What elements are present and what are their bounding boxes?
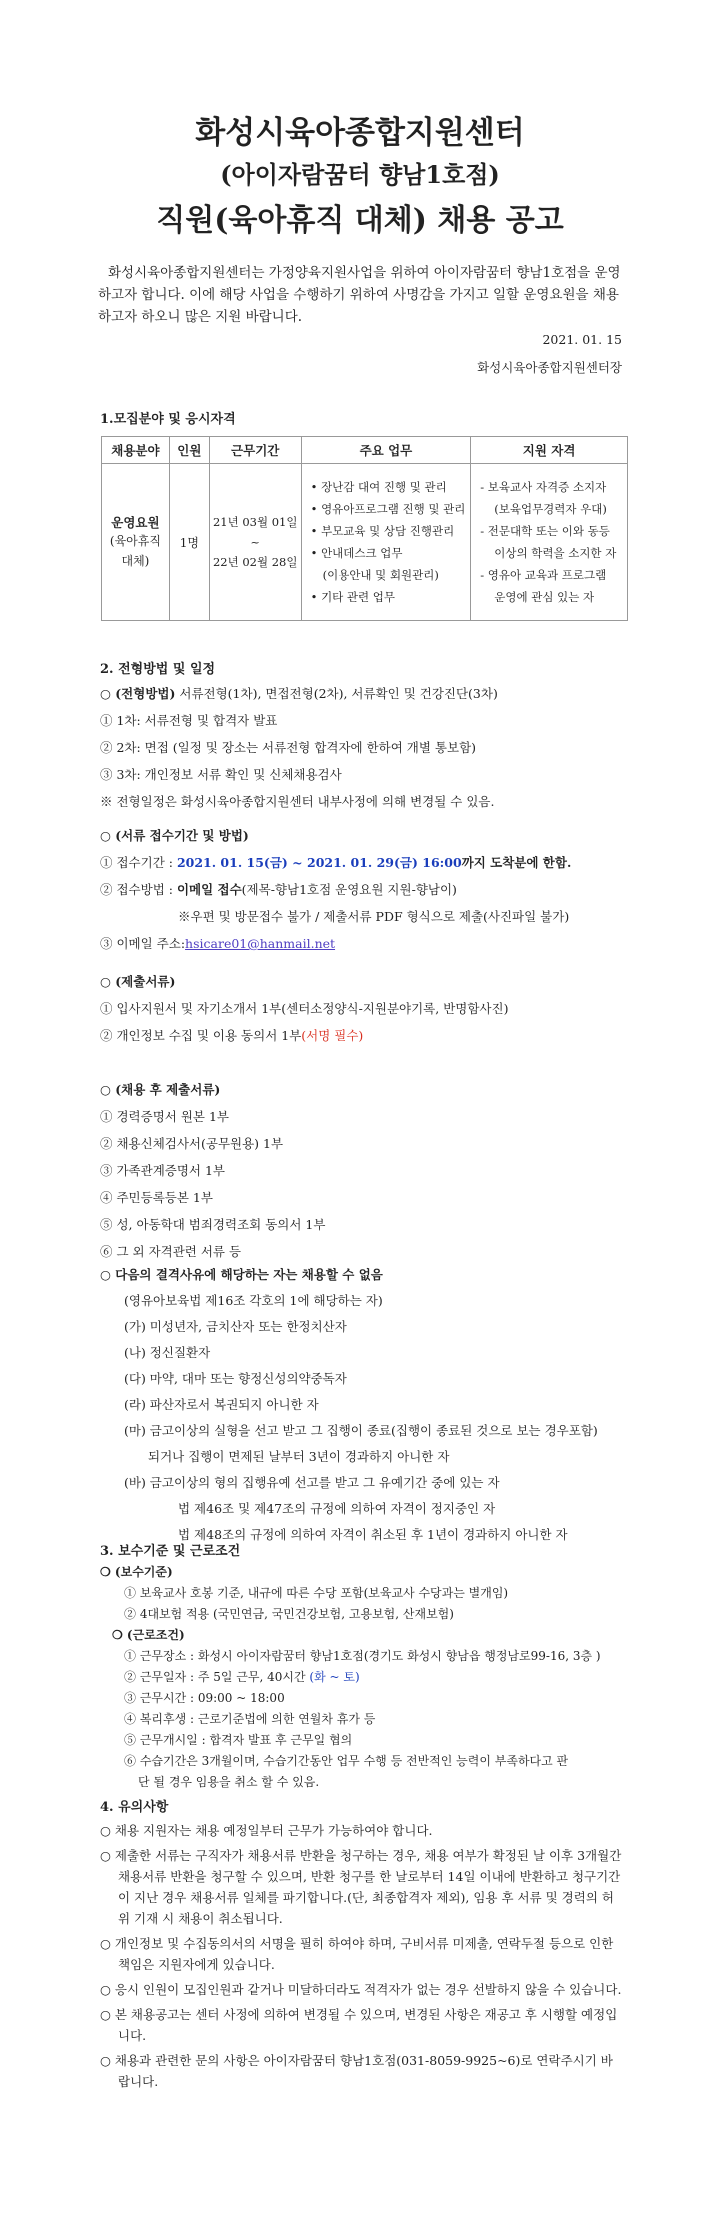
qual-item: 이상의 학력을 소지한 자 — [494, 546, 617, 560]
disqualification-block — [100, 1262, 630, 1548]
cond-item: ① 근무장소 : 화성시 아이자람꿈터 향남1호점(경기도 화성시 향남읍 행정남로99-16, 3층 ) — [124, 1649, 601, 1663]
title-block — [0, 112, 720, 242]
method-line — [100, 680, 630, 707]
section4-heading: 4. 유의사항 — [100, 1800, 169, 1815]
doc-item: ① 입사지원서 및 자기소개서 1부(센터소정양식-지원분야기록, 반명함사진) — [100, 1001, 509, 1016]
note-item: ○ 제출한 서류는 구직자가 채용서류 반환을 청구하는 경우, 채용 여부가 확정된 날 이후 3개월간 채용서류 반환을 청구할 수 있으며, 반환 청구를 한 날로부터 14일 이내에 반환하고 청구기간이 지난 경우 채용서류 일체를 파기합니다.(단, 최종합격자 제외), 임용 후 서류 및 경력의 허위 기재 시 채용이 취소됩니다. — [100, 1848, 622, 1926]
cond-item-cont: 단 될 경우 임용을 취소 할 수 있음. — [138, 1775, 320, 1789]
intro-paragraph: 화성시육아종합지원센터는 가정양육지원사업을 위하여 아이자람꿈터 향남1호점을 운영하고자 합니다. 이에 해당 사업을 수행하기 위하여 사명감을 가지고 일할 운영요원을 채용하고자 하오니 많은 지원 바랍니다. — [98, 265, 621, 325]
doc2-text: ② 개인정보 수집 및 이용 동의서 1부 — [100, 1028, 302, 1043]
field-name: 운영요원 — [111, 515, 160, 530]
disq-item: 법 제46조 및 제47조의 규정에 의하여 자격이 정지중인 자 — [178, 1501, 496, 1516]
announcement-date: 2021. 01. 15 — [542, 332, 622, 347]
duty-item: • 기타 관련 업무 — [311, 586, 470, 608]
schedule-note: ※ 전형일정은 화성시육아종합지원센터 내부사정에 의해 변경될 수 있음. — [100, 794, 495, 809]
receipt-method — [100, 876, 630, 903]
quals-cell — [471, 464, 628, 621]
method2-note: ※우편 및 방문접수 불가 / 제출서류 PDF 형식으로 제출(사진파일 불가) — [178, 909, 570, 924]
disq-item: (라) 파산자로서 복권되지 아니한 자 — [124, 1397, 319, 1412]
disq-intro: (영유아보육법 제16조 각호의 1에 해당하는 자) — [124, 1293, 383, 1308]
section1-heading: 1.모집분야 및 응시자격 — [100, 412, 236, 427]
after-heading: ○ (채용 후 제출서류) — [100, 1082, 221, 1097]
table-header: 주요 업무 — [301, 437, 471, 464]
period-start: 21년 03월 01일 — [212, 515, 298, 529]
table-header: 지원 자격 — [471, 437, 628, 464]
org-title: 화성시육아종합지원센터 — [195, 115, 525, 151]
qual-item: - 영유아 교육과 프로그램 — [480, 568, 607, 582]
cond-item: ⑤ 근무개시일 : 합격자 발표 후 근무일 협의 — [124, 1733, 353, 1747]
method-text: 서류전형(1차), 면접전형(2차), 서류확인 및 건강진단(3차) — [175, 686, 498, 701]
documents-block — [100, 968, 630, 1049]
qual-item: (보육업무경력자 우대) — [494, 502, 607, 516]
duties-cell — [301, 464, 471, 621]
method-label: ○ (전형방법) — [100, 686, 176, 701]
receipt-period — [100, 849, 630, 876]
step-item: ① 1차: 서류전형 및 합격자 발표 — [100, 713, 278, 728]
table-row — [102, 464, 628, 621]
note-item: ○ 채용 지원자는 채용 예정일부터 근무가 가능하여야 합니다. — [100, 1823, 433, 1838]
pay-item: ② 4대보험 적용 (국민연금, 국민건강보험, 고용보험, 산재보험) — [124, 1607, 454, 1621]
disq-item: 되거나 집행이 면제된 날부터 3년이 경과하지 아니한 자 — [148, 1449, 450, 1464]
table-header: 인원 — [169, 437, 209, 464]
docs-heading: ○ (제출서류) — [100, 974, 176, 989]
cond-heading: ❍ (근로조건) — [112, 1628, 185, 1642]
count-cell: 1명 — [169, 464, 209, 621]
duty-item: • 영유아프로그램 진행 및 관리 — [311, 498, 470, 520]
qual-item: 운영에 관심 있는 자 — [494, 590, 595, 604]
step-item: ② 2차: 면접 (일정 및 장소는 서류전형 합격자에 한하여 개별 통보함) — [100, 740, 477, 755]
qual-item: - 보육교사 자격증 소지자 — [480, 480, 607, 494]
table-header: 근무기간 — [209, 437, 301, 464]
notes-block — [100, 1820, 622, 2096]
after-item: ③ 가족관계증명서 1부 — [100, 1163, 226, 1178]
field-sub: (육아휴직 대체) — [109, 534, 161, 568]
email-prefix: ③ 이메일 주소: — [100, 936, 186, 951]
table-header-row — [102, 437, 628, 464]
field-cell — [102, 464, 170, 621]
recruit-table — [101, 436, 628, 621]
table-header: 채용분야 — [102, 437, 170, 464]
section2-heading: 2. 전형방법 및 일정 — [100, 662, 216, 677]
method2-bold: 이메일 접수 — [176, 882, 242, 897]
disq-item: 법 제48조의 규정에 의하여 자격이 취소된 후 1년이 경과하지 아니한 자 — [178, 1527, 568, 1542]
disq-item: (마) 금고이상의 실형을 선고 받고 그 집행이 종료(집행이 종료된 것으로 보는 경우포함) — [124, 1423, 598, 1438]
receipt-block — [100, 822, 630, 957]
cond-item: ③ 근무시간 : 09:00 ~ 18:00 — [124, 1691, 285, 1705]
pay-item: ① 보육교사 호봉 기준, 내규에 따른 수당 포함(보육교사 수당과는 별개임) — [124, 1586, 509, 1600]
recruit-title: 직원(육아휴직 대체) 채용 공고 — [156, 203, 564, 238]
after-item: ⑤ 성, 아동학대 범죄경력조회 동의서 1부 — [100, 1217, 326, 1232]
disq-item: (나) 정신질환자 — [124, 1345, 211, 1360]
duty-item: • 장난감 대여 진행 및 관리 — [311, 476, 470, 498]
cond-item: ⑥ 수습기간은 3개월이며, 수습기간동안 업무 수행 등 전반적인 능력이 부족하다고 판 — [124, 1754, 569, 1768]
after-hire-block — [100, 1076, 630, 1265]
period-value: 2021. 01. 15(금) ~ 2021. 01. 29(금) 16:00 — [176, 855, 462, 870]
cond2-text: ② 근무일자 : 주 5일 근무, 40시간 — [124, 1670, 310, 1684]
method2-prefix: ② 접수방법 : — [100, 882, 177, 897]
after-item: ④ 주민등록등본 1부 — [100, 1190, 213, 1205]
after-item: ② 채용신체검사서(공무원용) 1부 — [100, 1136, 284, 1151]
cond2-days: (화 ~ 토) — [309, 1670, 360, 1684]
note-item: ○ 응시 인원이 모집인원과 같거나 미달하더라도 적격자가 없는 경우 선발하지 않을 수 있습니다. — [100, 1982, 622, 1997]
note-item: ○ 채용과 관련한 문의 사항은 아이자람꿈터 향남1호점(031-8059-9925~6)로 연락주시기 바랍니다. — [100, 2053, 613, 2089]
note-item: ○ 개인정보 및 수집동의서의 서명을 필히 하여야 하며, 구비서류 미제출, 연락두절 등으로 인한 책임은 지원자에게 있습니다. — [100, 1936, 614, 1972]
period-separator: ~ — [250, 535, 261, 549]
qual-item: - 전문대학 또는 이와 동등 — [480, 524, 610, 538]
issuer-name: 화성시육아종합지원센터장 — [477, 360, 622, 375]
step-item: ③ 3차: 개인정보 서류 확인 및 신체채용검사 — [100, 767, 342, 782]
period-cell — [209, 464, 301, 621]
note-item: ○ 본 채용공고는 센터 사정에 의하여 변경될 수 있으며, 변경된 사항은 재공고 후 시행할 예정입니다. — [100, 2007, 618, 2043]
email-line — [100, 930, 630, 957]
duty-item: • 부모교육 및 상담 진행관리 — [311, 520, 470, 542]
duty-item: • 안내데스크 업무 — [311, 542, 470, 564]
cond-item: ④ 복리후생 : 근로기준법에 의한 연월차 휴가 등 — [124, 1712, 376, 1726]
doc-item — [100, 1022, 630, 1049]
cond-item — [100, 1667, 630, 1688]
disq-item: (다) 마약, 대마 또는 향정신성의약중독자 — [124, 1371, 347, 1386]
doc2-required: (서명 필수) — [301, 1028, 364, 1043]
email-link[interactable]: hsicare01@hanmail.net — [185, 936, 336, 951]
duty-item: (이용안내 및 회원관리) — [322, 568, 439, 582]
period-suffix: 까지 도착분에 한함. — [461, 855, 572, 870]
pay-heading: ❍ (보수기준) — [100, 1565, 173, 1579]
method2-rest: (제목-향남1호점 운영요원 지원-향남이) — [241, 882, 457, 897]
disq-item: (바) 금고이상의 형의 집행유예 선고를 받고 그 유예기간 중에 있는 자 — [124, 1475, 500, 1490]
period-prefix: ① 접수기간 : — [100, 855, 177, 870]
selection-method-block — [100, 680, 630, 815]
section3-heading: 3. 보수기준 및 근로조건 — [100, 1544, 241, 1559]
after-item: ① 경력증명서 원본 1부 — [100, 1109, 229, 1124]
disq-heading: ○ 다음의 결격사유에 해당하는 자는 채용할 수 없음 — [100, 1267, 383, 1282]
pay-block — [100, 1562, 630, 1793]
branch-title: (아이자람꿈터 향남1호점) — [220, 160, 500, 189]
after-item: ⑥ 그 외 자격관련 서류 등 — [100, 1244, 242, 1259]
disq-item: (가) 미성년자, 금치산자 또는 한정치산자 — [124, 1319, 347, 1334]
receipt-heading: ○ (서류 접수기간 및 방법) — [100, 828, 249, 843]
period-end: 22년 02월 28일 — [212, 555, 298, 569]
